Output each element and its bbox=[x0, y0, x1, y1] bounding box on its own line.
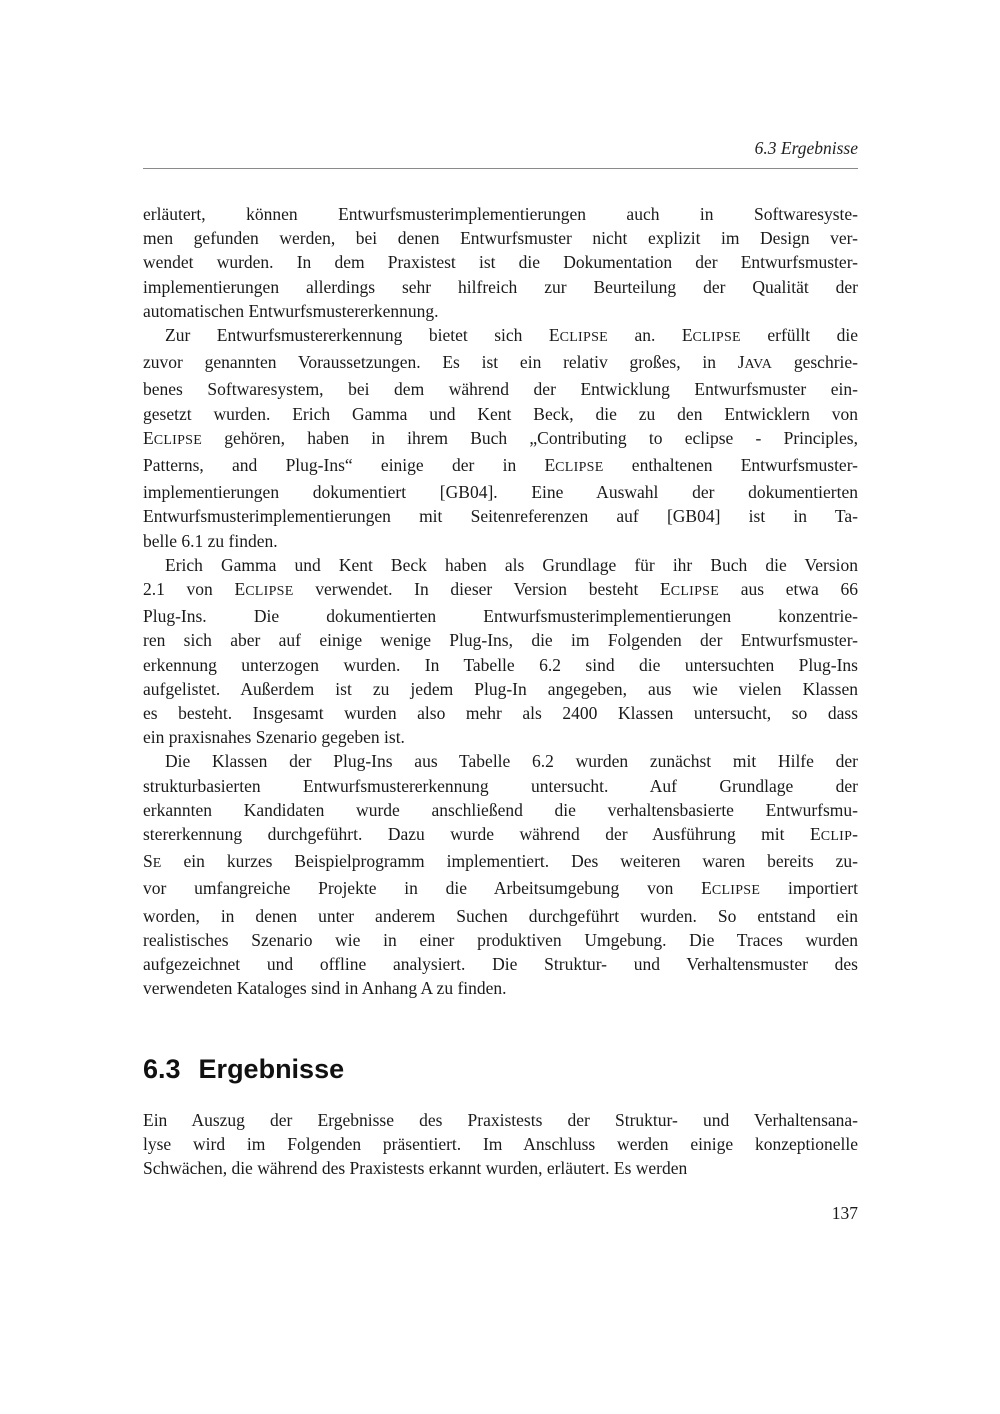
section-heading bbox=[143, 1053, 858, 1084]
paragraph-line: 2.1 von ECLIPSE verwendet. In dieser Version besteht ECLIPSE aus etwa 66 bbox=[143, 579, 858, 600]
paragraph-line: vor umfangreiche Projekte in die Arbeitsumgebung von ECLIPSE importiert bbox=[143, 878, 858, 899]
paragraph-line: ren sich aber auf einige wenige Plug-Ins, die im Folgenden der Entwurfsmuster- bbox=[143, 630, 858, 651]
paragraph-line: strukturbasierten Entwurfsmustererkennung untersucht. Auf Grundlage der bbox=[143, 775, 858, 796]
paragraph-line: aufgelistet. Außerdem ist zu jedem Plug-In angegeben, aus wie vielen Klassen bbox=[143, 678, 858, 699]
paragraph-line: lyse wird im Folgenden präsentiert. Im Anschluss werden einige konzeptionelle bbox=[143, 1133, 858, 1154]
paragraph-line: men gefunden werden, bei denen Entwurfsmuster nicht explizit im Design ver- bbox=[143, 228, 858, 249]
paragraph-line: implementierungen allerdings sehr hilfreich zur Beurteilung der Qualität der bbox=[143, 276, 858, 297]
running-header: 6.3 Ergebnisse bbox=[754, 138, 858, 158]
page-footer bbox=[143, 1203, 858, 1224]
paragraph-line: Entwurfsmusterimplementierungen mit Seitenreferenzen auf [GB04] ist in Ta- bbox=[143, 506, 858, 527]
paragraph-line: ECLIPSE gehören, haben in ihrem Buch „Contributing to eclipse - Principles, bbox=[143, 427, 858, 448]
paragraph-line: stererkennung durchgeführt. Dazu wurde während der Ausführung mit ECLIP- bbox=[143, 824, 858, 845]
header-rule bbox=[143, 168, 858, 169]
paragraph-line: Schwächen, die während des Praxistests erkannt wurden, erläutert. Es werden bbox=[143, 1158, 688, 1179]
paragraph bbox=[143, 202, 858, 323]
paragraph-line: belle 6.1 zu finden. bbox=[143, 530, 278, 551]
paragraph bbox=[143, 1108, 858, 1181]
paragraph-block-before-heading bbox=[143, 202, 858, 1001]
paragraph bbox=[143, 553, 858, 750]
paragraph-line: implementierungen dokumentiert [GB04]. Eine Auswahl der dokumentierten bbox=[143, 482, 858, 503]
paragraph-line: Erich Gamma und Kent Beck haben als Grundlage für ihr Buch die Version bbox=[165, 554, 858, 575]
paragraph-line: verwendeten Kataloges sind in Anhang A zu finden. bbox=[143, 978, 507, 999]
page-body bbox=[143, 202, 858, 1180]
paragraph-line: SE ein kurzes Beispielprogramm implementiert. Des weiteren waren bereits zu- bbox=[143, 851, 858, 872]
paragraph-line: Zur Entwurfsmustererkennung bietet sich ECLIPSE an. ECLIPSE erfüllt die bbox=[165, 325, 858, 346]
paragraph-line: automatischen Entwurfsmustererkennung. bbox=[143, 300, 439, 321]
paragraph-line: aufgezeichnet und offline analysiert. Die Struktur- und Verhaltensmuster des bbox=[143, 954, 858, 975]
paragraph bbox=[143, 749, 858, 1000]
paragraph-line: zuvor genannten Voraussetzungen. Es ist ein relativ großes, in JAVA geschrie- bbox=[143, 352, 858, 373]
paragraph-line: worden, in denen unter anderem Suchen durchgeführt wurden. So entstand ein bbox=[143, 905, 858, 926]
paragraph-line: wendet wurden. In dem Praxistest ist die Dokumentation der Entwurfsmuster- bbox=[143, 252, 858, 273]
paragraph-line: erläutert, können Entwurfsmusterimplementierungen auch in Softwaresyste- bbox=[143, 204, 858, 224]
paragraph-block-after-heading bbox=[143, 1108, 858, 1181]
section-title: Ergebnisse bbox=[198, 1053, 345, 1084]
paragraph bbox=[143, 323, 858, 553]
page-number: 137 bbox=[831, 1203, 858, 1223]
paragraph-line: Ein Auszug der Ergebnisse des Praxistests der Struktur- und Verhaltensana- bbox=[143, 1109, 858, 1130]
paragraph-line: erkennung unterzogen wurden. In Tabelle 6.2 sind die untersuchten Plug-Ins bbox=[143, 654, 858, 675]
paragraph-line: Die Klassen der Plug-Ins aus Tabelle 6.2 wurden zunächst mit Hilfe der bbox=[165, 751, 858, 772]
paragraph-line: ein praxisnahes Szenario gegeben ist. bbox=[143, 727, 405, 748]
paragraph-line: gesetzt wurden. Erich Gamma und Kent Beck, die zu den Entwicklern von bbox=[143, 403, 858, 424]
paragraph-line: Patterns, and Plug-Ins“ einige der in ECLIPSE enthaltenen Entwurfsmuster- bbox=[143, 455, 858, 476]
paragraph-line: Plug-Ins. Die dokumentierten Entwurfsmusterimplementierungen konzentrie- bbox=[143, 606, 858, 627]
paragraph-line: erkannten Kandidaten wurde anschließend die verhaltensbasierte Entwurfsmu- bbox=[143, 799, 858, 820]
paragraph-line: realistisches Szenario wie in einer produktiven Umgebung. Die Traces wurden bbox=[143, 929, 858, 950]
paragraph-line: es besteht. Insgesamt wurden also mehr als 2400 Klassen untersucht, so dass bbox=[143, 703, 858, 724]
paragraph-line: benes Softwaresystem, bei dem während der Entwicklung Entwurfsmuster ein- bbox=[143, 379, 858, 400]
section-number: 6.3 bbox=[143, 1053, 181, 1084]
